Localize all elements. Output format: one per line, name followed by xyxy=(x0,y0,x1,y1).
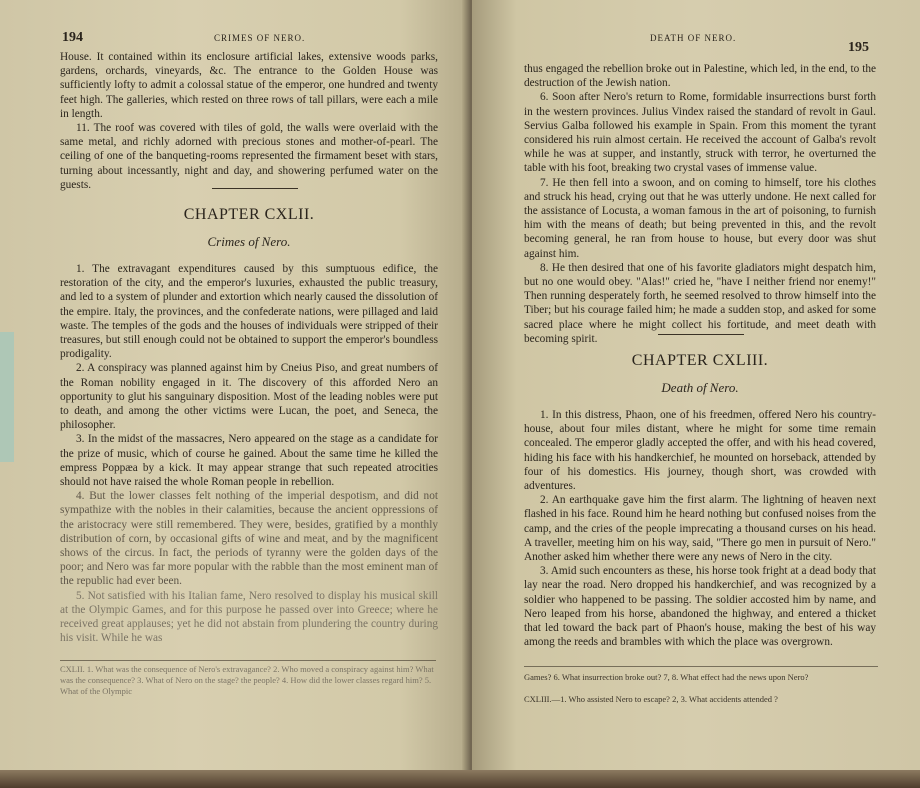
paragraph: thus engaged the rebellion broke out in Palestine, which led, in the end, to the destruction of the Jewish nation. xyxy=(524,63,876,90)
chapter-subtitle: Death of Nero. xyxy=(661,380,739,395)
chapter-body xyxy=(60,262,438,645)
paragraph: 8. He then desired that one of his favorite gladiators might despatch him, but no one would obey. "Alas!" cried he, "have I neither friend nor enemy!" Then running desperately forth, he seemed resolved to throw himself into the Tiber; but his courage failed him; he made a sudden stop, and asked for some sacred place where he might collect his fortitude, and meet death with becoming spirit. xyxy=(524,261,876,345)
running-head: DEATH OF NERO. xyxy=(650,33,737,43)
chapter-subtitle: Crimes of Nero. xyxy=(207,234,291,249)
chapter-title: CHAPTER CXLIII. xyxy=(631,352,769,369)
section-rule xyxy=(658,334,744,335)
review-questions: CXLIII.—1. Who assisted Nero to escape? 2, 3. What accidents attended ? xyxy=(524,694,778,704)
right-page xyxy=(472,0,920,788)
continued-text xyxy=(524,62,876,346)
paragraph: 3. Amid such encounters as these, his horse took fright at a dead body that lay near the road. Nero dropped his handkerchief, and was recognized by a soldier who happened to be passing. The soldier accosted him by name, and Nero leaped from his horse, abandoned the highway, and entered a thicket that led toward the back part of Phaon's house, making the best of his way among the reeds and brambles with which the place was overgrown. xyxy=(524,565,876,649)
footer-rule xyxy=(524,666,878,667)
footer-rule xyxy=(60,660,436,661)
paragraph: 7. He then fell into a swoon, and on coming to himself, tore his clothes and struck his head, crying out that he was utterly undone. He next called for the assistance of Locusta, a woman famous in the art of poisoning, to furnish him with the means of death; but being prevented in this, and the revolt becoming general, he ran from house to house, but every door was shut against him. xyxy=(524,176,876,260)
paragraph: 1. In this distress, Phaon, one of his freedmen, offered Nero his country-house, about four miles distant, where he might for some time remain concealed. The emperor gladly accepted the offer, and with his head covered, hiding his face with his handkerchief, he mounted on horseback, attended by four of his domestics. His journey, though short, was crowded with adventures. xyxy=(524,409,876,493)
page-tab xyxy=(0,332,14,462)
paragraph: 5. Not satisfied with his Italian fame, Nero resolved to display his musical skill at the Olympic Games, and for this purpose he passed over into Greece; where he received great applauses; yet he did not abstain from plundering the country during his visit. While he was xyxy=(60,589,438,645)
paragraph: House. It contained within its enclosure artificial lakes, extensive woods parks, gardens, orchards, vineyards, &c. The entrance to the Golden House was sufficiently lofty to admit a colossal statue of the emperor, one hundred and twenty feet high. The galleries, which rested on three rows of tall pillars, were each a mile in length. xyxy=(60,51,438,120)
chapter-title: CHAPTER CXLII. xyxy=(183,206,315,223)
continued-text xyxy=(60,50,438,192)
chapter-body xyxy=(524,408,876,649)
review-questions: Games? 6. What insurrection broke out? 7, 8. What effect had the news upon Nero? xyxy=(524,672,809,682)
paragraph: 2. An earthquake gave him the first alarm. The lightning of heaven next flashed in his face. Round him he heard nothing but confused noises from the camp, and the cries of the people imprecating a thousand curses on his head. A traveller, meeting him on his way, said, "There go men in pursuit of Nero." Another asked him whether there were any news of Nero in the city. xyxy=(524,494,876,564)
paragraph: 6. Soon after Nero's return to Rome, formidable insurrections burst forth in the western provinces. Julius Vindex raised the standard of revolt in Gaul. Servius Galba followed his example in Spain. From this moment the tyrant considered his ruin almost certain. He received the account of Galba's revolt while he was at supper, and instantly, struck with terror, he overturned the table with his foot, breaking two crystal vases of immense value. xyxy=(524,91,876,175)
paragraph: 4. But the lower classes felt nothing of the imperial despotism, and did not sympathize with the nobles in their calamities, because the ancient oppressions of the aristocracy were still remembered. They were, besides, gratified by a monthly distribution of corn, by occasional gifts of wine and meat, and by the magnificent shows of the circus. In fact, the periods of tyranny were the golden days of the poor; and Nero was far more popular with the rabble than the most eminent man of the republic had ever been. xyxy=(60,490,438,588)
book-bottom-edge xyxy=(0,770,920,788)
paragraph: 11. The roof was covered with tiles of gold, the walls were overlaid with the same metal, and richly adorned with precious stones and mother-of-pearl. The ceiling of one of the banqueting-rooms represented the firmament beset with stars, turning about incessantly, night and day, and showering perfumed water on the guests. xyxy=(60,122,438,191)
paragraph: 3. In the midst of the massacres, Nero appeared on the stage as a candidate for the prize of music, which of course he gained. About the same time he killed the empress Poppæa by a kick. It may appear strange that such repeated atrocities should not have raised the whole Roman people in rebellion. xyxy=(60,433,438,489)
paragraph: 1. The extravagant expenditures caused by this sumptuous edifice, the restoration of the city, and the emperor's luxuries, exhausted the public treasury, and led to a system of plunder and extortion which nearly caused the dissolution of the empire. Italy, the provinces, and the confederate nations, were pillaged and laid waste. The temples of the gods and the houses of individuals were stripped of their treasures, but still enough could not be obtained to support the emperor's boundless prodigality. xyxy=(60,263,438,361)
paragraph: 2. A conspiracy was planned against him by Cneius Piso, and great numbers of the Roman nobility engaged in it. The discovery of this afforded Nero an opportunity to glut his sanguinary disposition. Most of the leading nobles were put to death, and among the other victims were Lucan, the poet, and Seneca, the philosopher. xyxy=(60,362,438,432)
page-number: 194 xyxy=(62,30,83,45)
running-head: CRIMES OF NERO. xyxy=(214,33,306,43)
page-number: 195 xyxy=(848,40,869,55)
review-questions: CXLII. 1. What was the consequence of Nero's extravagance? 2. Who moved a conspiracy against him? What was the consequence? 3. What of Nero on the stage? the people? 4. How did the lower classes regard him? 5. What of the Olympic xyxy=(60,664,434,696)
section-rule xyxy=(212,188,298,189)
